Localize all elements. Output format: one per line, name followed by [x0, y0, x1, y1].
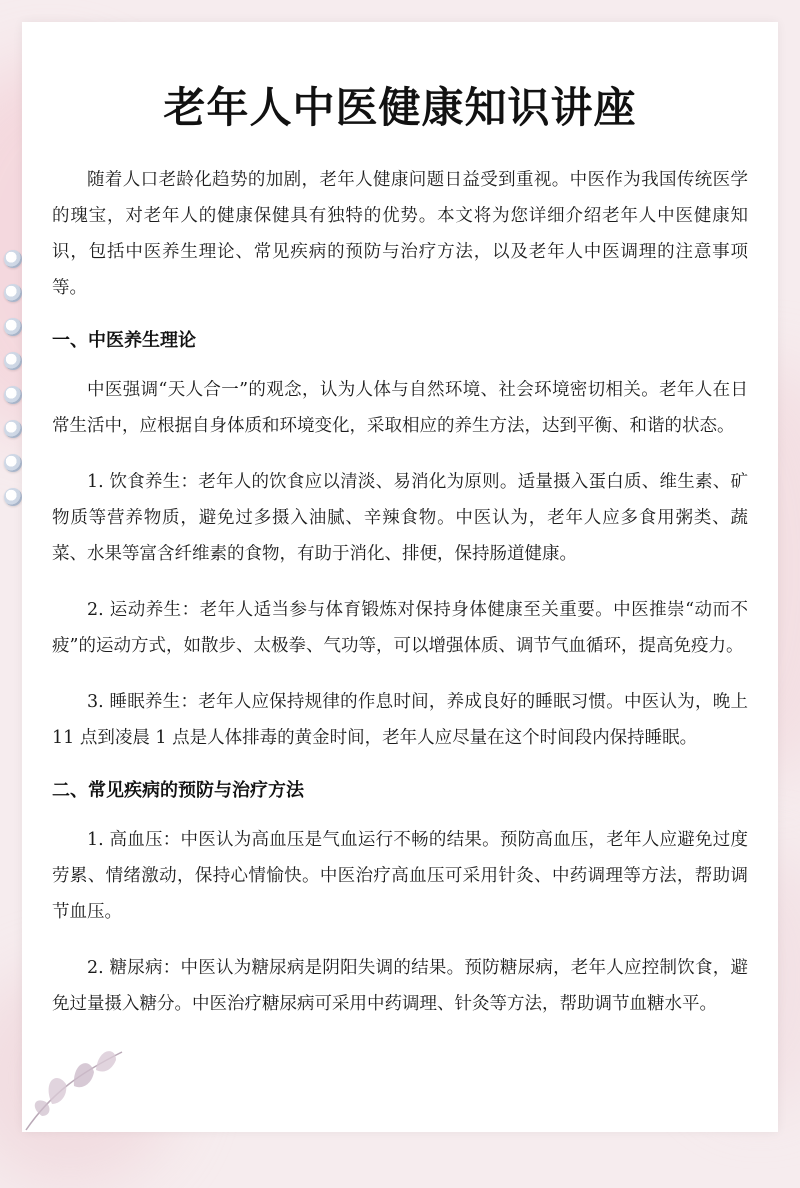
binder-ring-icon	[4, 454, 22, 472]
binder-ring-icon	[4, 386, 22, 404]
binder-ring-icon	[4, 284, 22, 302]
binder-ring-icon	[4, 250, 22, 268]
paragraph: 中医强调“天人合一”的观念，认为人体与自然环境、社会环境密切相关。老年人在日常生活中，应根据自身体质和环境变化，采取相应的养生方法，达到平衡、和谐的状态。	[52, 380, 748, 436]
document-page	[22, 22, 778, 1132]
leaf-decoration-icon	[22, 1012, 132, 1132]
page-title: 老年人中医健康知识讲座	[163, 83, 637, 132]
binder-ring-icon	[4, 420, 22, 438]
paragraph: 1. 高血压：中医认为高血压是气血运行不畅的结果。预防高血压，老年人应避免过度劳累、情绪激动，保持心情愉快。中医治疗高血压可采用针灸、中药调理等方法，帮助调节血压。	[52, 830, 748, 922]
binder-rings	[4, 250, 24, 510]
paragraph: 3. 睡眠养生：老年人应保持规律的作息时间，养成良好的睡眠习惯。中医认为，晚上 11 点到凌晨 1 点是人体排毒的黄金时间，老年人应尽量在这个时间段内保持睡眠。	[52, 692, 748, 748]
section-heading-diseases: 二、常见疾病的预防与治疗方法	[52, 780, 304, 801]
binder-ring-icon	[4, 318, 22, 336]
paragraph: 2. 糖尿病：中医认为糖尿病是阴阳失调的结果。预防糖尿病，老年人应控制饮食，避免过量摄入糖分。中医治疗糖尿病可采用中药调理、针灸等方法，帮助调节血糖水平。	[52, 958, 748, 1014]
paragraph: 1. 饮食养生：老年人的饮食应以清淡、易消化为原则。适量摄入蛋白质、维生素、矿物质等营养物质，避免过多摄入油腻、辛辣食物。中医认为，老年人应多食用粥类、蔬菜、水果等富含纤维素的食物，有助于消化、排便，保持肠道健康。	[52, 472, 748, 564]
binder-ring-icon	[4, 352, 22, 370]
document-body	[52, 162, 748, 1042]
paragraph: 2. 运动养生：老年人适当参与体育锻炼对保持身体健康至关重要。中医推崇“动而不疲”的运动方式，如散步、太极拳、气功等，可以增强体质、调节气血循环，提高免疫力。	[52, 600, 748, 656]
section-heading-theory: 一、中医养生理论	[52, 330, 196, 351]
binder-ring-icon	[4, 488, 22, 506]
intro-paragraph: 随着人口老龄化趋势的加剧，老年人健康问题日益受到重视。中医作为我国传统医学的瑰宝，对老年人的健康保健具有独特的优势。本文将为您详细介绍老年人中医健康知识，包括中医养生理论、常见疾病的预防与治疗方法，以及老年人中医调理的注意事项等。	[52, 170, 748, 298]
